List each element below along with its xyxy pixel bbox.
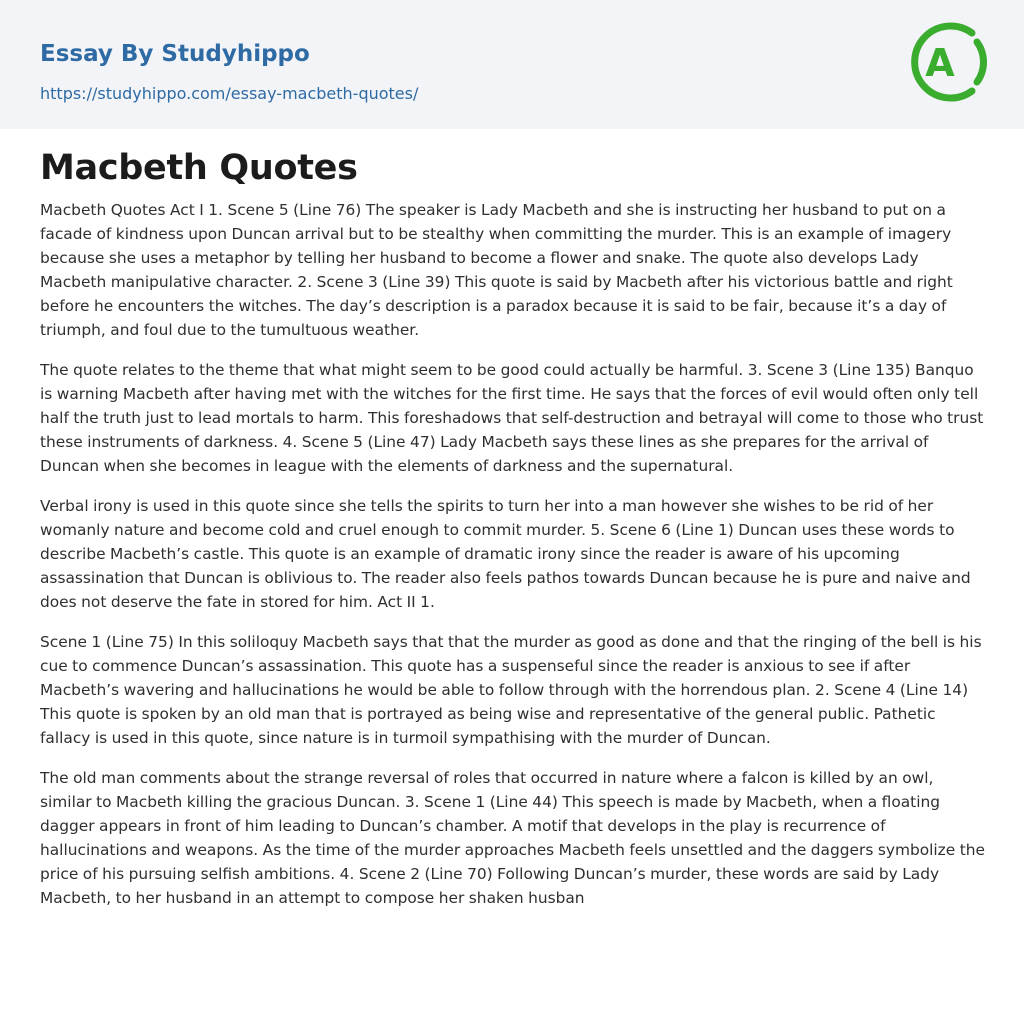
article: [40, 144, 988, 926]
article-paragraph: The old man comments about the strange reversal of roles that occurred in nature where a falcon is killed by an owl, similar to Macbeth killing the gracious Duncan. 3. Scene 1 (Line 44) This speech is made by Macbeth, when a floating dagger appears in front of him leading to Duncan’s chamber. A motif that develops in the play is recurrence of hallucinations and weapons. As the time of the murder approaches Macbeth feels unsettled and the daggers symbolize the price of his pursuing selfish ambitions. 4. Scene 2 (Line 70) Following Duncan’s murder, these words are said by Lady Macbeth, to her husband in an attempt to compose her shaken husban: [40, 769, 985, 907]
article-paragraph: Macbeth Quotes Act I 1. Scene 5 (Line 76) The speaker is Lady Macbeth and she is instructing her husband to put on a facade of kindness upon Duncan arrival but to be stealthy when committing the murder. This is an example of imagery because she uses a metaphor by telling her husband to become a flower and snake. The quote also develops Lady Macbeth manipulative character. 2. Scene 3 (Line 39) This quote is said by Macbeth after his victorious battle and right before he encounters the witches. The day’s description is a paradox because it is said to be fair, because it’s a day of triumph, and foul due to the tumultuous weather.: [40, 201, 953, 339]
page-title: Macbeth Quotes: [40, 148, 358, 188]
studyhippo-logo-icon[interactable]: [906, 18, 990, 106]
site-brand-title[interactable]: Essay By Studyhippo: [40, 41, 310, 67]
article-paragraph: Scene 1 (Line 75) In this soliloquy Macbeth says that that the murder as good as done and that the ringing of the bell is his cue to commence Duncan’s assassination. This quote has a suspenseful since the reader is anxious to see if after Macbeth’s wavering and hallucinations he would be able to follow through with the horrendous plan. 2. Scene 4 (Line 14) This quote is spoken by an old man that is portrayed as being wise and representative of the general public. Pathetic fallacy is used in this quote, since nature is in turmoil sympathising with the murder of Duncan.: [40, 633, 982, 747]
article-body: [40, 198, 988, 910]
logo-letter: A: [925, 41, 955, 85]
article-paragraph: The quote relates to the theme that what might seem to be good could actually be harmful. 3. Scene 3 (Line 135) Banquo is warning Macbeth after having met with the witches for the first time. He says that the forces of evil would often only tell half the truth just to lead mortals to harm. This foreshadows that self-destruction and betrayal will come to those who trust these instruments of darkness. 4. Scene 5 (Line 47) Lady Macbeth says these lines as she prepares for the arrival of Duncan when she becomes in league with the elements of darkness and the supernatural.: [40, 361, 984, 475]
site-header: [0, 0, 1024, 129]
article-paragraph: Verbal irony is used in this quote since she tells the spirits to turn her into a man however she wishes to be rid of her womanly nature and become cold and cruel enough to commit murder. 5. Scene 6 (Line 1) Duncan uses these words to describe Macbeth’s castle. This quote is an example of dramatic irony since the reader is aware of his upcoming assassination that Duncan is oblivious to. The reader also feels pathos towards Duncan because he is pure and naive and does not deserve the fate in stored for him. Act II 1.: [40, 497, 971, 611]
essay-url-link[interactable]: https://studyhippo.com/essay-macbeth-quotes/: [40, 84, 419, 103]
